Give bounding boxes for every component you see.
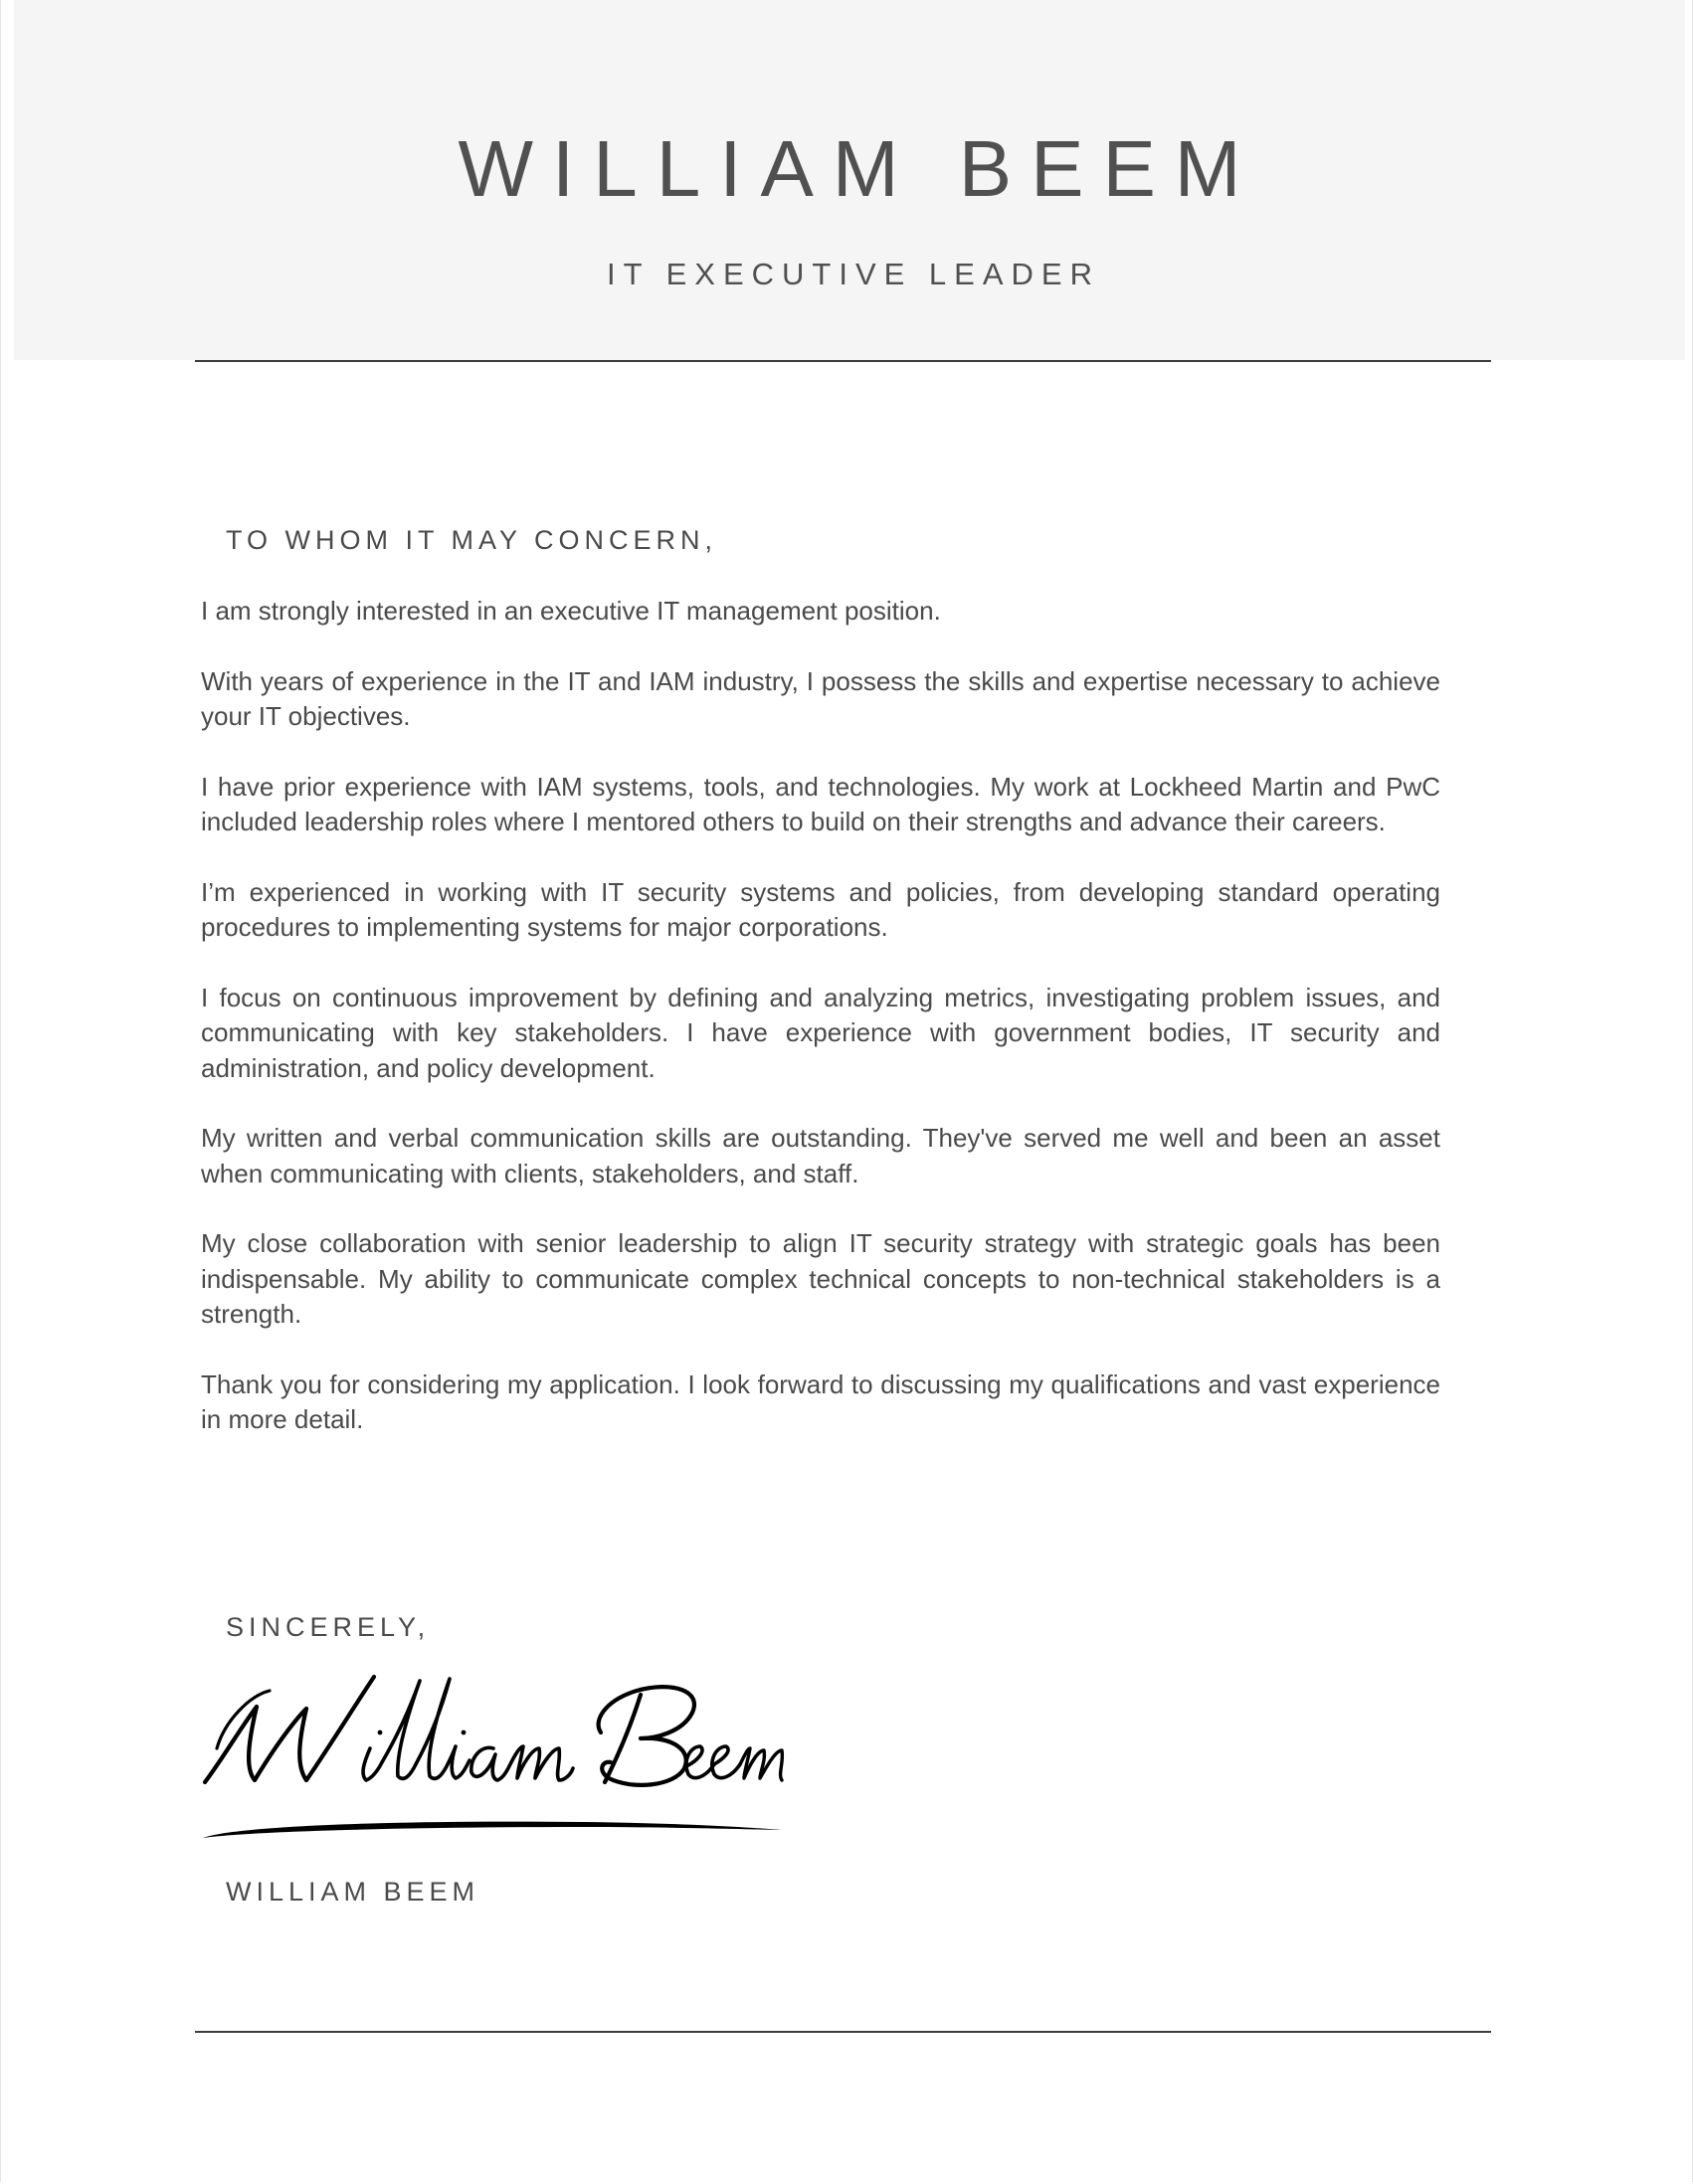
letter-body (201, 594, 1440, 1473)
handwritten-signature (195, 1651, 792, 1850)
paragraph: Thank you for considering my application. I look forward to discussing my qualifications and vast experience in more detail. (201, 1368, 1440, 1434)
paragraph: My written and verbal communication skills are outstanding. They've served me well and been an asset when communicating with clients, stakeholders, and staff. (201, 1123, 1440, 1188)
applicant-title: IT EXECUTIVE LEADER (607, 257, 1100, 291)
signer-name: WILLIAM BEEM (226, 1877, 480, 1907)
closing: SINCERELY, (226, 1612, 431, 1642)
letterhead (14, 0, 1685, 360)
paragraph: I focus on continuous improvement by defining and analyzing metrics, investigating problem issues, and communicating with key stakeholders. I have experience with government bodies, IT security and administration, and policy development. (201, 982, 1440, 1083)
paragraph: I’m experienced in working with IT security systems and policies, from developing standard operating procedures to implementing systems for major corporations. (201, 876, 1440, 942)
header-divider (195, 360, 1491, 362)
salutation: TO WHOM IT MAY CONCERN, (226, 525, 718, 555)
paragraph: I have prior experience with IAM systems, tools, and technologies. My work at Lockheed Martin and PwC included leadership roles where I mentored others to build on their strengths and advance their careers. (201, 771, 1440, 836)
paragraph: I am strongly interested in an executive IT management position. (201, 596, 941, 626)
paragraph: My close collaboration with senior leadership to align IT security strategy with strategic goals has been indispensable. My ability to communicate complex technical concepts to non-technical stakeholders is a strength. (201, 1228, 1440, 1329)
footer-divider (195, 2031, 1491, 2033)
paragraph: With years of experience in the IT and IAM industry, I possess the skills and expertise necessary to achieve your IT objectives. (201, 665, 1440, 731)
applicant-name: WILLIAM BEEM (458, 124, 1260, 213)
